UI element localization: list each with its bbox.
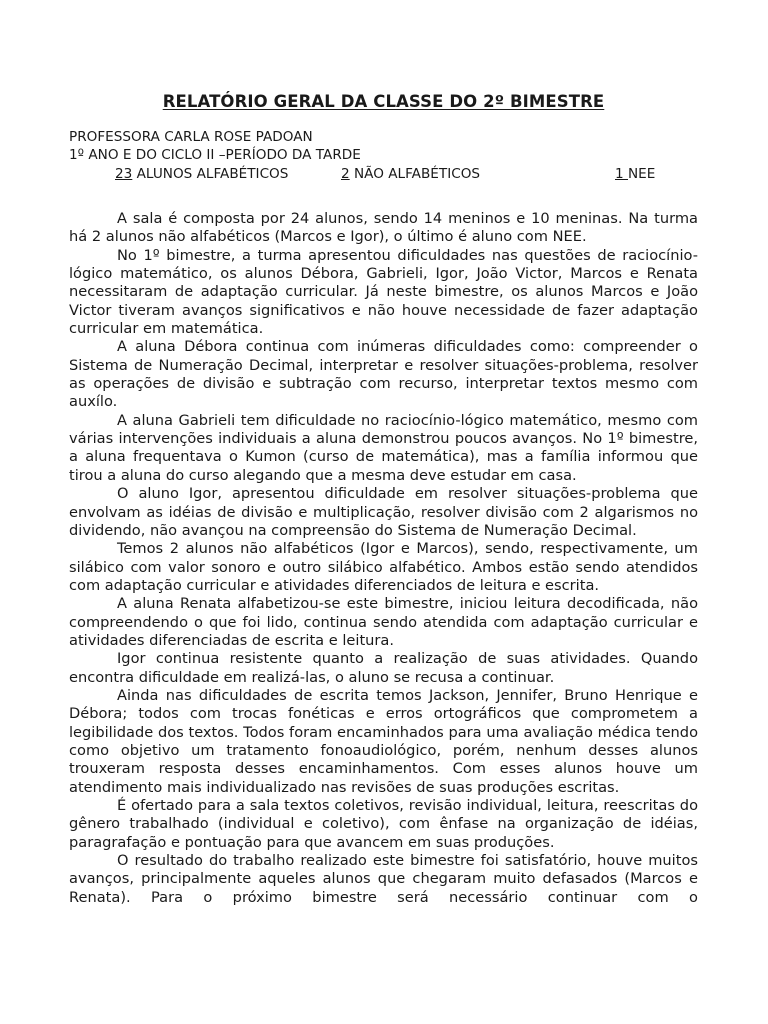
report-body: [69, 210, 698, 907]
alfabeticos-number: 23: [115, 165, 133, 182]
paragraph: A aluna Renata alfabetizou-se este bimestre, iniciou leitura decodificada, não compreendendo o que foi lido, continua sendo atendida com adaptação curricular e atividades diferenciadas de escrita e leitura.: [69, 595, 698, 649]
nao-alfabeticos-label: NÃO ALFABÉTICOS: [349, 165, 481, 182]
paragraph: No 1º bimestre, a turma apresentou dificuldades nas questões de raciocínio-lógico matemático, os alunos Débora, Gabrieli, Igor, João Victor, Marcos e Renata necessitaram de adaptação curricular. Já neste bimestre, os alunos Marcos e João Victor tiveram avanços significativos e não houve necessidade de fazer adaptação curricular em matemática.: [69, 246, 698, 338]
paragraph: A sala é composta por 24 alunos, sendo 14 meninos e 10 meninas. Na turma há 2 alunos não alfabéticos (Marcos e Igor), o último é aluno com NEE.: [69, 210, 698, 246]
nee-number: 1: [615, 165, 628, 182]
paragraph: Temos 2 alunos não alfabéticos (Igor e Marcos), sendo, respectivamente, um silábico com valor sonoro e outro silábico alfabético. Ambos estão sendo atendidos com adaptação curricular e atividades diferenciados de leitura e escrita.: [69, 540, 698, 594]
paragraph: Ainda nas dificuldades de escrita temos Jackson, Jennifer, Bruno Henrique e Débora; todos com trocas fonéticas e erros ortográficos que comprometem a legibilidade dos textos. Todos foram encaminhados para uma avaliação médica tendo como objetivo um tratamento fonoaudiológico, porém, nenhum desses alunos trouxeram resposta desses encaminhamentos. Com esses alunos houve um atendimento mais individualizado nas revisões de suas produções escritas.: [69, 686, 698, 796]
teacher-name: PROFESSORA CARLA ROSE PADOAN: [69, 129, 313, 145]
paragraph: É ofertado para a sala textos coletivos, revisão individual, leitura, reescritas do gênero trabalhado (individual e coletivo), com ênfase na organização de idéias, paragrafação e pontuação para que avancem em suas produções.: [69, 797, 698, 851]
document-header: [69, 128, 698, 183]
nee-count: [615, 165, 655, 183]
paragraph: Igor continua resistente quanto a realização de suas atividades. Quando encontra dificuldade em realizá-las, o aluno se recusa a continuar.: [69, 650, 698, 686]
paragraph: O resultado do trabalho realizado este bimestre foi satisfatório, houve muitos avanços, principalmente aqueles alunos que chegaram muito defasados (Marcos e Renata). Para o próximo bimestre será necessário continuar com o: [69, 852, 698, 906]
class-info: 1º ANO E DO CICLO II –PERÍODO DA TARDE: [69, 147, 361, 164]
paragraph: A aluna Débora continua com inúmeras dificuldades como: compreender o Sistema de Numeração Decimal, interpretar e resolver situações-problema, resolver as operações de divisão e subtração com recurso, interpretar textos mesmo com auxílo.: [69, 338, 698, 411]
nao-alfabeticos-count: [341, 165, 480, 183]
paragraph: A aluna Gabrieli tem dificuldade no raciocínio-lógico matemático, mesmo com várias intervenções individuais a aluna demonstrou poucos avanços. No 1º bimestre, a aluna frequentava o Kumon (curso de matemática), mas a família informou que tirou a aluna do curso alegando que a mesma deve estudar em casa.: [69, 411, 698, 484]
alfabeticos-label: ALUNOS ALFABÉTICOS: [132, 165, 289, 182]
alfabeticos-count: [115, 165, 288, 183]
nao-alfabeticos-number: 2: [341, 165, 350, 182]
document-title: RELATÓRIO GERAL DA CLASSE DO 2º BIMESTRE: [162, 92, 605, 111]
paragraph: O aluno Igor, apresentou dificuldade em resolver situações-problema que envolvam as idéias de divisão e multiplicação, resolver divisão com 2 algarismos no dividendo, não avançou na compreensão do Sistema de Numeração Decimal.: [69, 485, 698, 539]
nee-label: NEE: [627, 165, 656, 182]
student-counts: [69, 165, 698, 183]
